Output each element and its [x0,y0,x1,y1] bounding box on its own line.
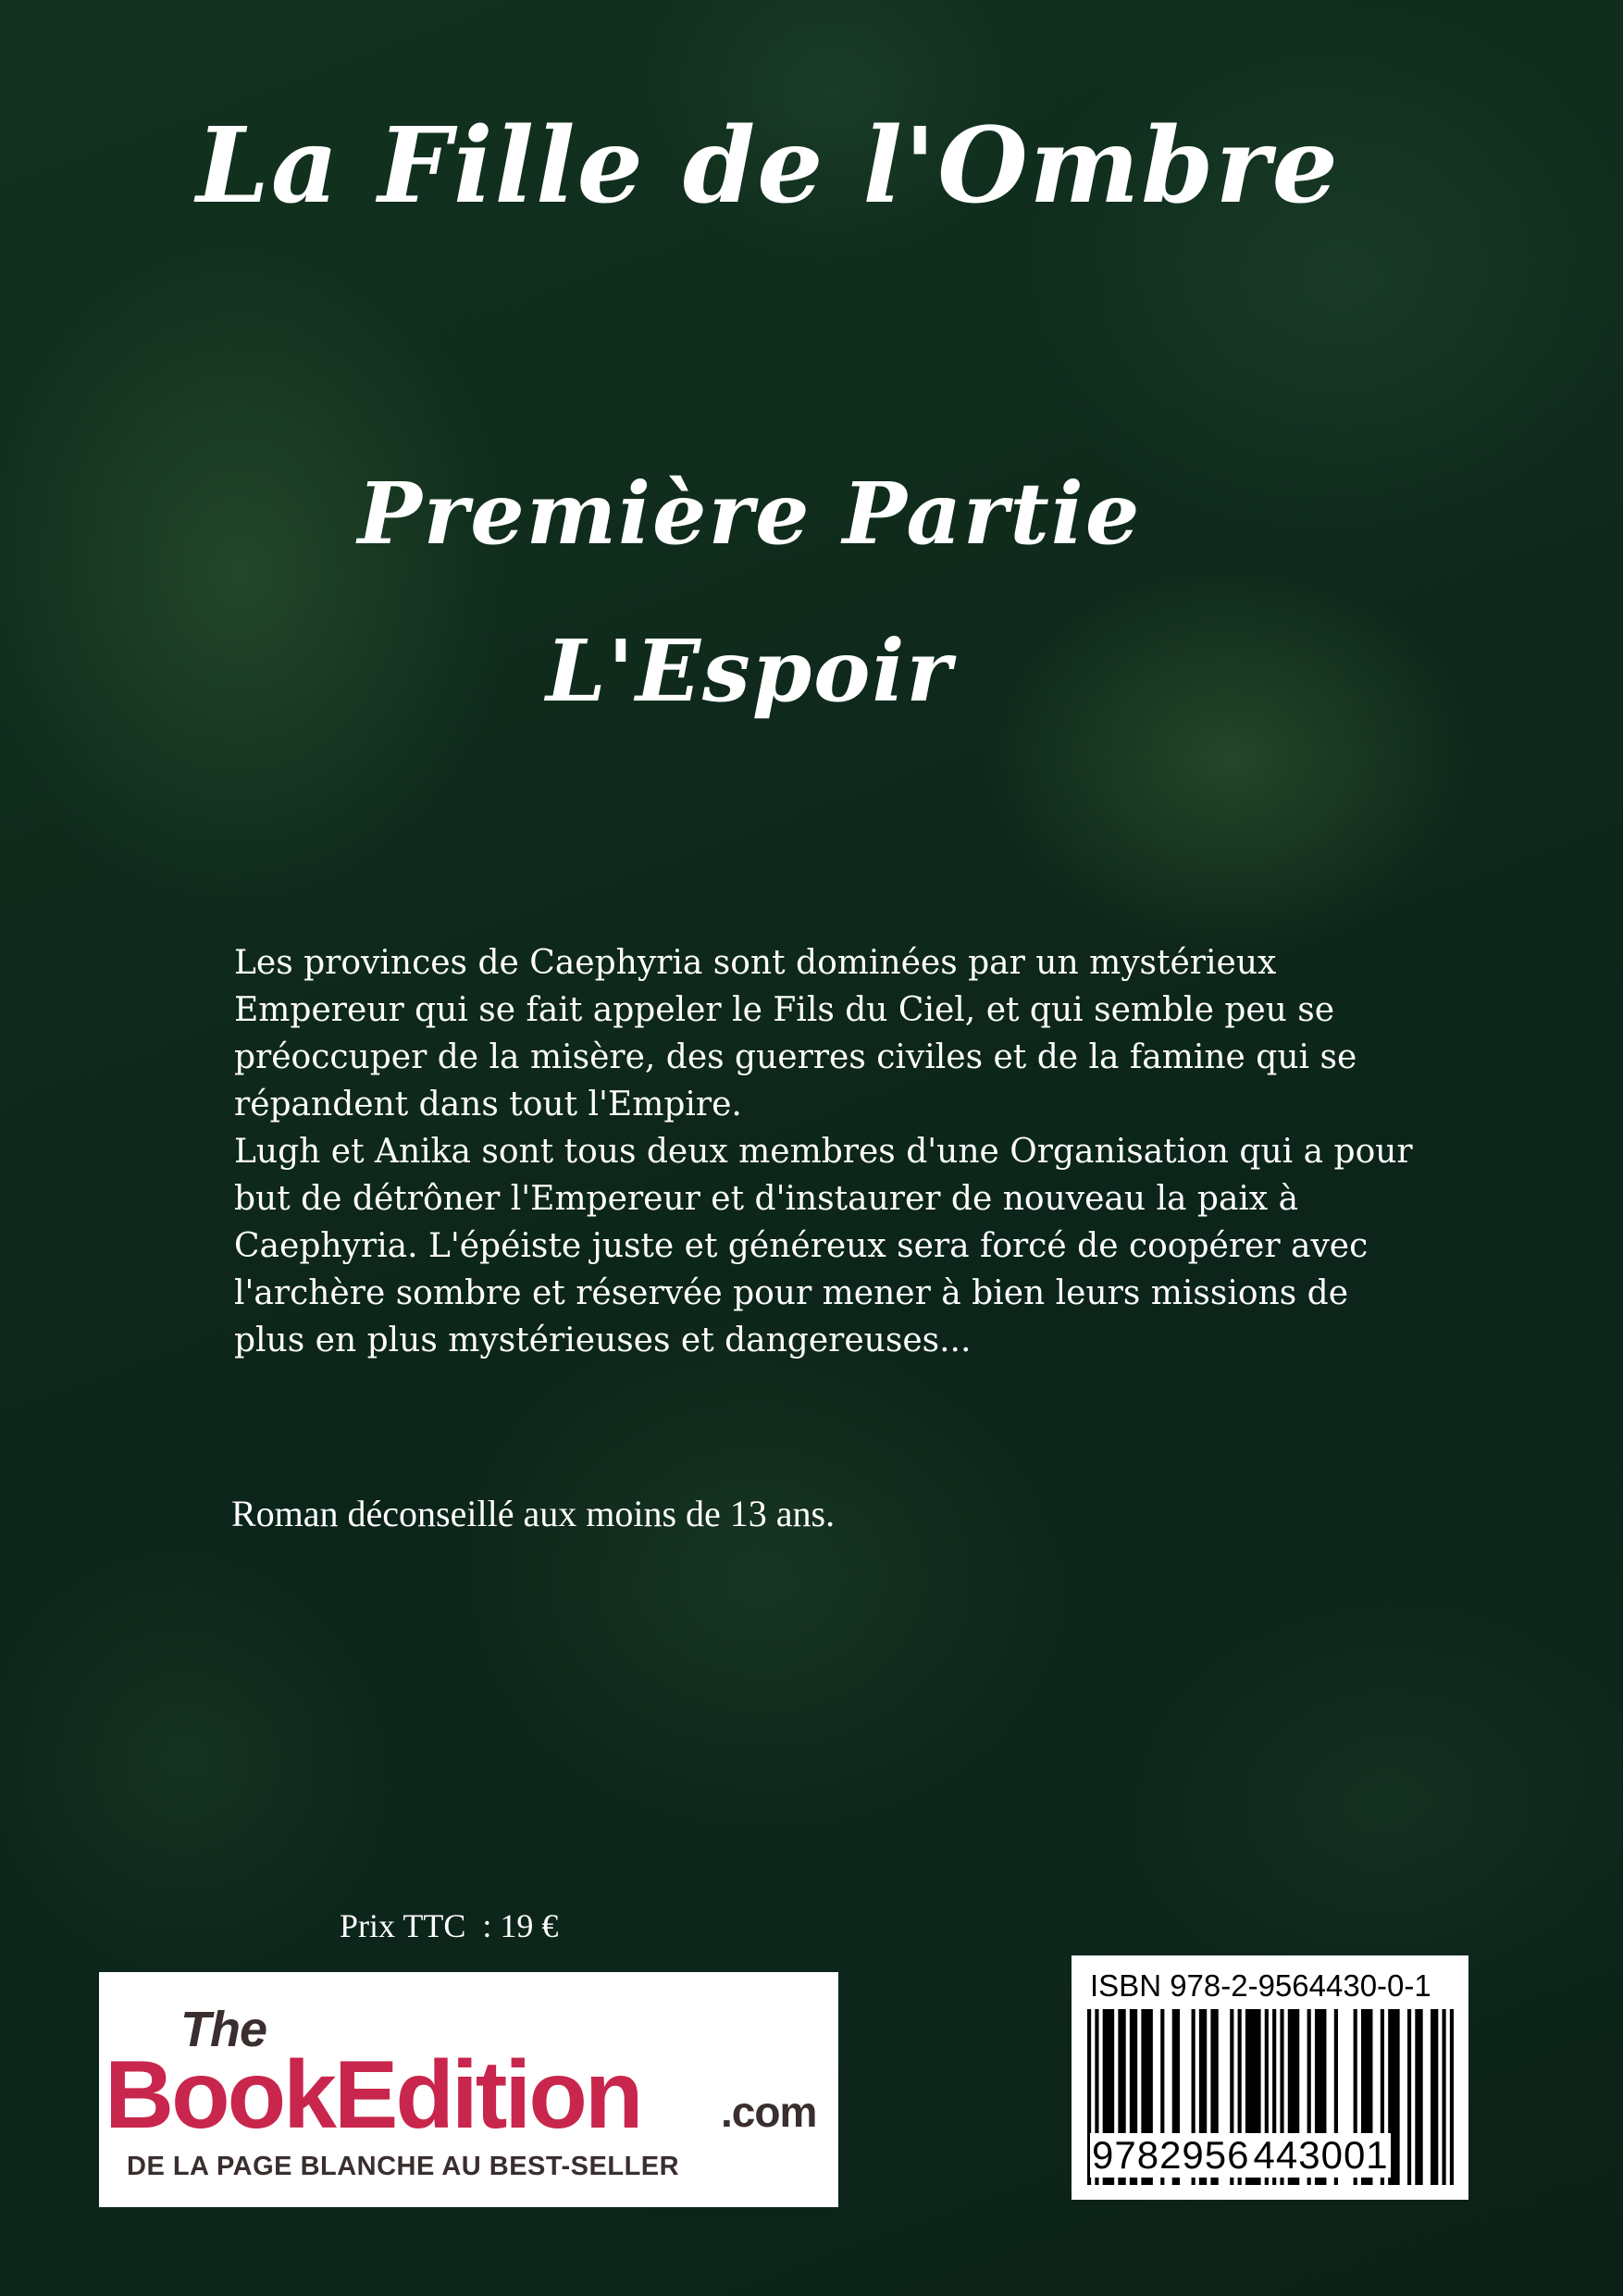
barcode-bar [1450,2009,1454,2185]
book-part-label: Première Partie [357,464,1142,564]
publisher-logo-the: The [180,2002,267,2057]
barcode-bar [1415,2009,1422,2185]
blurb-paragraph: Les provinces de Caephyria sont dominées par un mystérieux Empereur qui se fait appeler le Fils du Ciel, et qui semble peu se préoccuper de la misère, des guerres civiles et de la famine qui se répandent dans tout l'Empire. Lugh et Anika sont tous deux membres d'une Organisation qui a pour but de détrôner l'Empereur et d'instaurer de nouveau la paix à Caephyria. L'épéiste juste et généreux sera forcé de coopérer avec l'archère sombre et réservée pour mener à bien leurs missions de plus en plus mystérieuses et dangereuses... [234,944,1413,1359]
isbn-barcode [1072,1955,1468,2200]
barcode-bar [1431,2009,1438,2185]
publisher-tagline: DE LA PAGE BLANCHE AU BEST-SELLER [127,2152,680,2181]
publisher-logo [99,1972,838,2207]
barcode-bar [1407,2009,1411,2185]
book-blurb [234,939,1437,1364]
isbn-label: ISBN 978-2-9564430-0-1 [1090,1968,1431,2003]
barcode-digits-left: 9782956 [1092,2133,1250,2177]
barcode-digits [1090,2133,1391,2178]
barcode-digits-right: 443001 [1253,2133,1389,2177]
book-part-title: L'Espoir [546,621,953,721]
barcode-bar [1442,2009,1445,2185]
price-label: Prix TTC : 19 € [340,1907,559,1944]
publisher-logo-name: BookEdition [105,2042,641,2149]
book-title: La Fille de l'Ombre [196,105,1340,227]
age-notice: Roman déconseillé aux moins de 13 ans. [231,1493,836,1534]
publisher-logo-suffix: .com [721,2088,817,2136]
